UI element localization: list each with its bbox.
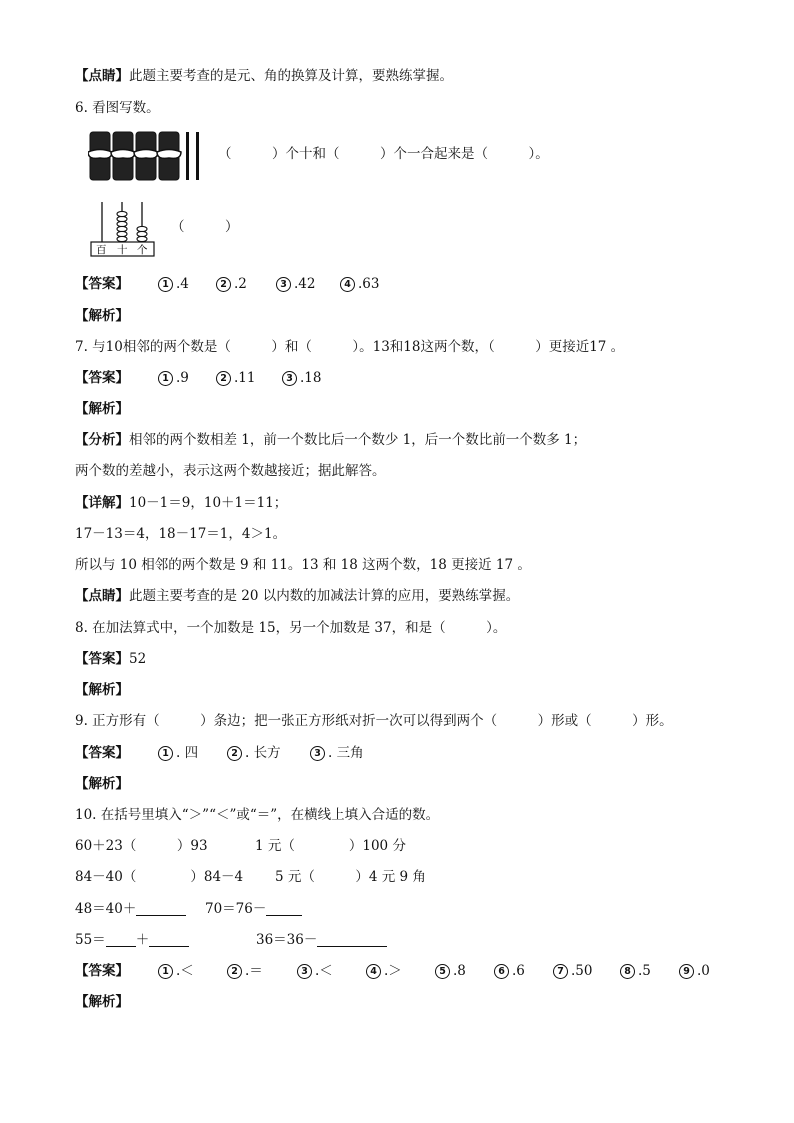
stick-bundles-figure: [88, 130, 208, 182]
circled-number: 2: [216, 277, 231, 292]
circled-number: 2: [216, 371, 231, 386]
circled-number: 1: [158, 371, 173, 386]
circled-number: 6: [494, 964, 509, 979]
q10-title: 10. 在括号里填入“＞”“＜”或“＝”，在横线上填入合适的数。: [75, 807, 440, 823]
abacus-figure: [90, 200, 156, 258]
circled-number: 9: [679, 964, 694, 979]
xiangjie-text: 10－1＝9，10＋1＝11；: [129, 495, 288, 511]
q9-title: 9. 正方形有（ ）条边；把一张正方形纸对折一次可以得到两个（ ）形或（ ）形。: [75, 713, 673, 729]
xiangjie-tag: 【详解】: [75, 495, 129, 511]
answer-value: ＜: [319, 963, 333, 979]
bead: [117, 221, 127, 226]
answer-value: 2: [238, 276, 247, 292]
equation-text: 48＝40＋: [75, 901, 137, 917]
answer-item: 1 . 四: [158, 744, 198, 762]
equation-text: ＋: [135, 932, 150, 948]
blank-line[interactable]: [317, 933, 387, 947]
answer-value: ＜: [180, 963, 194, 979]
circled-number: 1: [158, 277, 173, 292]
answer-tag: 【答案】: [75, 370, 129, 386]
q6-analysis-tag: 【解析】: [75, 308, 129, 324]
answer-item: 1 .9: [158, 369, 189, 387]
answer-tag: 【答案】: [75, 963, 129, 979]
bead: [117, 216, 127, 221]
answer-item: 7 .50: [553, 962, 592, 980]
answer-item: 3 .42: [276, 275, 315, 293]
answer-item: 3 . 三角: [310, 744, 364, 762]
q9-answer-row: [75, 744, 129, 762]
answer-value: 63: [362, 276, 380, 292]
fenxi-text: 相邻的两个数相差 1，前一个数比后一个数少 1，后一个数比前一个数多 1；: [129, 432, 587, 448]
answer-value: ＞: [388, 963, 402, 979]
circled-number: 7: [553, 964, 568, 979]
tip-text: 此题主要考查的是 20 以内数的加减法计算的应用，要熟练掌握。: [129, 588, 520, 604]
circled-number: 3: [297, 964, 312, 979]
q10-row3-right: [205, 900, 302, 918]
q7-answer-row: [75, 369, 129, 387]
answer-item: 9 .0: [679, 962, 710, 980]
equation-text: 70＝76－: [205, 901, 267, 917]
bead: [137, 226, 147, 231]
answer-item: 2 . 长方: [227, 744, 281, 762]
fenxi-tag: 【分析】: [75, 432, 129, 448]
answer-item: 5 .8: [435, 962, 466, 980]
q7-xiangjie: [75, 494, 287, 512]
q10-row2-left: 84－40（ ）84－4: [75, 869, 244, 885]
tip-text: 此题主要考查的是元、角的换算及计算，要熟练掌握。: [129, 68, 453, 84]
q8-title: 8. 在加法算式中，一个加数是 15，另一个加数是 37，和是（ ）。: [75, 620, 507, 636]
q5-tip: [75, 67, 453, 85]
q6-fill2: （ ）: [171, 219, 239, 235]
blank-line[interactable]: [106, 933, 136, 947]
blank-line[interactable]: [149, 933, 189, 947]
bundle-icon: [157, 132, 181, 180]
q10-analysis-tag: 【解析】: [75, 994, 129, 1010]
bundle-icon: [134, 132, 158, 180]
answer-item: 2 .＝: [227, 962, 263, 980]
q6-answer-row: [75, 275, 129, 293]
answer-item: 8 .5: [620, 962, 651, 980]
q8-analysis-tag: 【解析】: [75, 682, 129, 698]
q7-conclusion: 所以与 10 相邻的两个数是 9 和 11。13 和 18 这两个数，18 更接近 17 。: [75, 557, 531, 573]
bead: [137, 236, 147, 241]
answer-value: 4: [180, 276, 189, 292]
abacus-label-tens: 十: [117, 244, 128, 256]
answer-value: 8: [457, 963, 466, 979]
bead: [117, 236, 127, 241]
circled-number: 3: [282, 371, 297, 386]
abacus-label-ones: 个: [137, 244, 148, 256]
answer-value: 9: [180, 370, 189, 386]
bead: [117, 231, 127, 236]
answer-value: 长方: [253, 745, 281, 761]
bundle-icon: [88, 132, 112, 180]
q7-title: 7. 与10相邻的两个数是（ ）和（ ）。13和18这两个数，（ ）更接近17 。: [75, 339, 625, 355]
answer-item: 4 .＞: [366, 962, 402, 980]
answer-value: 42: [298, 276, 316, 292]
q10-row3-left: [75, 900, 186, 918]
answer-value: 50: [575, 963, 593, 979]
q10-row4-right: [256, 931, 387, 949]
q7-tip: [75, 587, 519, 605]
q7-fenxi: [75, 431, 586, 449]
bundle-icon: [111, 132, 135, 180]
bead: [117, 226, 127, 231]
answer-tag: 【答案】: [75, 651, 129, 667]
circled-number: 3: [276, 277, 291, 292]
answer-value: ＝: [249, 963, 263, 979]
circled-number: 5: [435, 964, 450, 979]
answer-value: 四: [184, 745, 199, 761]
answer-value: 11: [238, 370, 256, 386]
q6-title: 6. 看图写数。: [75, 100, 160, 116]
q10-row2-right: 5 元（ ）4 元 9 角: [275, 869, 426, 885]
single-stick-icon: [186, 132, 189, 180]
q10-row4-left: [75, 931, 189, 949]
circled-number: 2: [227, 746, 242, 761]
answer-item: 2 .11: [216, 369, 255, 387]
q10-answer-row: [75, 962, 129, 980]
q7-fenxi-line2: 两个数的差越小，表示这两个数越接近；据此解答。: [75, 463, 386, 479]
q6-fill1: （ ）个十和（ ）个一合起来是（ ）。: [218, 146, 549, 162]
answer-value: 52: [129, 651, 147, 667]
circled-number: 1: [158, 964, 173, 979]
tip-tag: 【点睛】: [75, 588, 129, 604]
answer-item: 2 .2: [216, 275, 247, 293]
q8-answer-row: [75, 650, 146, 668]
answer-value: 18: [304, 370, 322, 386]
q7-analysis-tag: 【解析】: [75, 401, 129, 417]
answer-item: 1 .4: [158, 275, 189, 293]
bead: [137, 231, 147, 236]
blank-line[interactable]: [136, 902, 186, 916]
answer-value: 6: [516, 963, 525, 979]
circled-number: 1: [158, 746, 173, 761]
equation-text: 36＝36－: [256, 932, 318, 948]
q9-analysis-tag: 【解析】: [75, 776, 129, 792]
answer-value: 三角: [336, 745, 364, 761]
abacus-label-hundreds: 百: [96, 244, 107, 256]
q10-row1-left: 60＋23（ ）93: [75, 838, 208, 854]
tip-tag: 【点睛】: [75, 68, 129, 84]
answer-item: 4 .63: [340, 275, 379, 293]
circled-number: 8: [620, 964, 635, 979]
blank-line[interactable]: [266, 902, 302, 916]
bead: [117, 211, 127, 216]
answer-value: 5: [642, 963, 651, 979]
circled-number: 3: [310, 746, 325, 761]
q7-xiangjie-line2: 17－13＝4，18－17＝1，4＞1。: [75, 526, 287, 542]
circled-number: 4: [340, 277, 355, 292]
answer-item: 6 .6: [494, 962, 525, 980]
answer-item: 1 .＜: [158, 962, 194, 980]
circled-number: 4: [366, 964, 381, 979]
answer-tag: 【答案】: [75, 745, 129, 761]
answer-tag: 【答案】: [75, 276, 129, 292]
answer-item: 3 .＜: [297, 962, 333, 980]
equation-text: 55＝: [75, 932, 106, 948]
circled-number: 2: [227, 964, 242, 979]
q10-row1-right: 1 元（ ）100 分: [255, 838, 406, 854]
answer-value: 0: [701, 963, 710, 979]
answer-item: 3 .18: [282, 369, 321, 387]
single-stick-icon: [196, 132, 199, 180]
